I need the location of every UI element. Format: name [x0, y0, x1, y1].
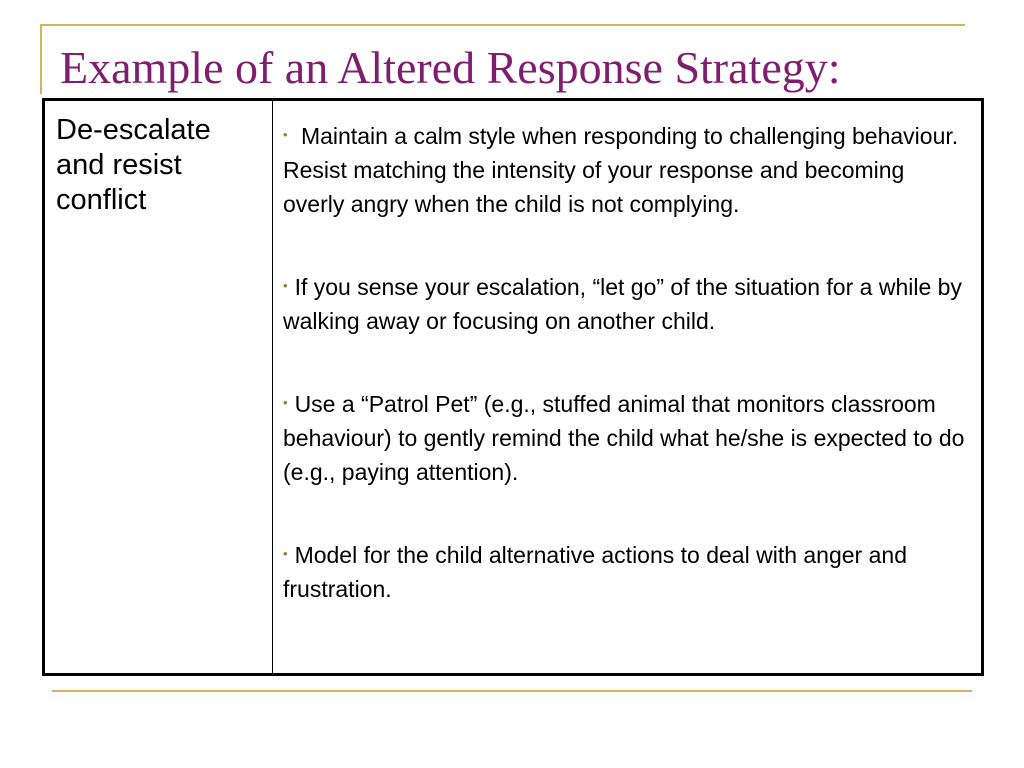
- strategy-label: De-escalate and resist conflict: [56, 114, 211, 216]
- decorative-bottom-rule: [52, 690, 972, 692]
- bullet-text: Model for the child alternative actions to deal with anger and frustration.: [283, 542, 907, 602]
- bullet-icon: •: [283, 127, 288, 142]
- decorative-left-rule: [40, 24, 42, 94]
- bullet-text: Use a “Patrol Pet” (e.g., stuffed animal that monitors classroom behaviour) to gently remind the child what he/she is expected to do (e.g., paying attention).: [283, 391, 965, 485]
- slide-title: Example of an Altered Response Strategy:: [60, 42, 841, 93]
- strategy-bullet: [283, 537, 971, 606]
- bullet-text: Maintain a calm style when responding to challenging behaviour. Resist matching the intensity of your response and becoming overly angry when the child is not complying.: [283, 123, 959, 217]
- strategy-table: [42, 98, 984, 676]
- strategy-label-cell: [45, 101, 273, 673]
- bullet-icon: •: [283, 546, 288, 561]
- bullet-icon: •: [283, 395, 288, 410]
- strategy-details-cell: [273, 101, 981, 673]
- strategy-bullet: [283, 118, 971, 221]
- bullet-text: If you sense your escalation, “let go” of the situation for a while by walking away or focusing on another child.: [283, 274, 962, 334]
- strategy-bullet: [283, 386, 971, 489]
- decorative-top-rule: [40, 24, 965, 26]
- bullet-icon: •: [283, 278, 288, 293]
- strategy-bullet: [283, 269, 971, 338]
